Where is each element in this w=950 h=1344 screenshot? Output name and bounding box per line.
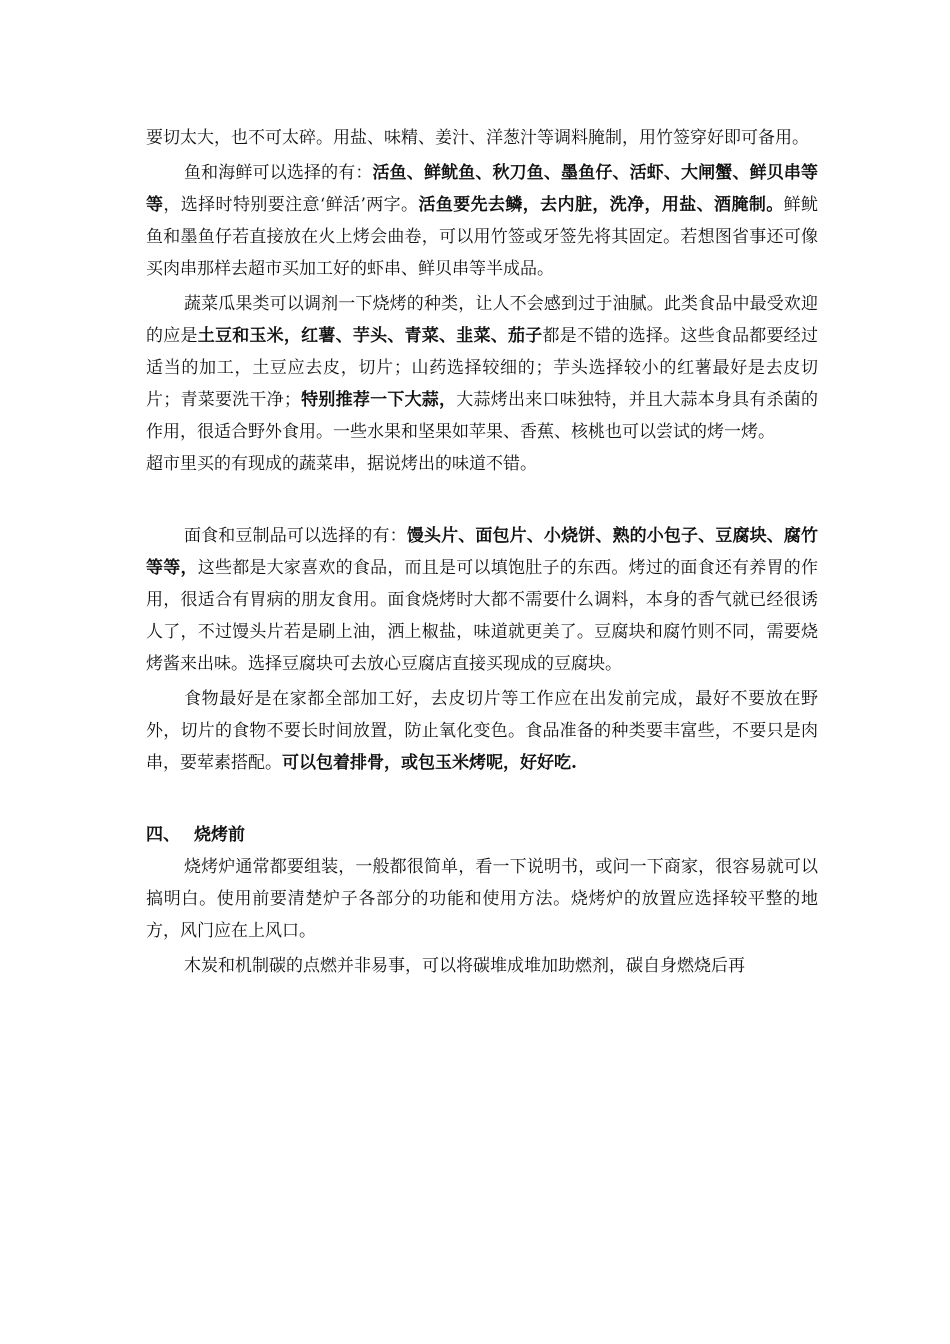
- paragraph-seafood: 鱼和海鲜可以选择的有：活鱼、鲜鱿鱼、秋刀鱼、墨鱼仔、活虾、大闸蟹、鲜贝串等等，选择时特别要注意‘鲜活’两字。活鱼要先去鳞，去内脏，洗净，用盐、酒腌制。鲜鱿鱼和墨鱼仔若直接放在火上烤会曲卷，可以用竹签或牙签先将其固定。若想图省事还可像买肉串那样去超市买加工好的虾串、鲜贝串等半成品。: [146, 163, 819, 279]
- paragraph-vegetables: 蔬菜瓜果类可以调剂一下烧烤的种类，让人不会感到过于油腻。此类食品中最受欢迎的应是土豆和玉米，红薯、芋头、青菜、韭菜、茄子都是不错的选择。这些食品都要经过适当的加工，土豆应去皮，切片；山药选择较细的；芋头选择较小的红薯最好是去皮切片；青菜要洗干净；特别推荐一下大蒜，大蒜烤出来口味独特，并且大蒜本身具有杀菌的作用，很适合野外食用。一些水果和坚果如苹果、香蕉、核桃也可以尝试的烤一烤。: [146, 294, 819, 442]
- paragraph-meat-prep: 要切太大，也不可太碎。用盐、味精、姜汁、洋葱汁等调料腌制，用竹签穿好即可备用。: [146, 128, 809, 148]
- paragraph-noodles-tofu: 面食和豆制品可以选择的有：馒头片、面包片、小烧饼、熟的小包子、豆腐块、腐竹等等，这些都是大家喜欢的食品，而且是可以填饱肚子的东西。烤过的面食还有养胃的作用，很适合有胃病的朋友食用。面食烧烤时大都不需要什么调料，本身的香气就已经很诱人了，不过馒头片若是刷上油，洒上椒盐，味道就更美了。豆腐块和腐竹则不同，需要烧烤酱来出味。选择豆腐块可去放心豆腐店直接买现成的豆腐块。: [146, 526, 819, 674]
- section-number: 四、: [146, 825, 180, 845]
- paragraph-charcoal: 木炭和机制碳的点燃并非易事，可以将碳堆成堆加助燃剂，碳自身燃烧后再: [184, 956, 745, 976]
- paragraph-grill-setup: 烧烤炉通常都要组装，一般都很简单，看一下说明书，或问一下商家，很容易就可以搞明白。使用前要清楚炉子各部分的功能和使用方法。烧烤炉的放置应选择较平整的地方，风门应在上风口。: [146, 857, 818, 941]
- bold-vegetable-list: 土豆和玉米，红薯、芋头、青菜、韭菜、茄子: [197, 326, 543, 346]
- bold-food-tip: 可以包着排骨，或包玉米烤呢，好好吃.: [282, 753, 577, 773]
- section-title: 烧烤前: [194, 825, 245, 845]
- document-body: [146, 122, 818, 982]
- paragraph-supermarket-veg: 超市里买的有现成的蔬菜串，据说烤出的味道不错。: [146, 454, 537, 474]
- paragraph-food-prep: 食物最好是在家都全部加工好，去皮切片等工作应在出发前完成，最好不要放在野外，切片的食物不要长时间放置，防止氧化变色。食品准备的种类要丰富些，不要只是肉串，要荤素搭配。可以包着排骨，或包玉米烤呢，好好吃.: [146, 689, 818, 773]
- bold-fish-prep: 活鱼要先去鳞，去内脏，洗净，用盐、酒腌制。: [418, 195, 784, 215]
- bold-noodle-tofu-list: 馒头片、面包片、小烧饼、熟的小包子、豆腐块、腐竹等等，: [146, 526, 819, 578]
- bold-seafood-list: 活鱼、鲜鱿鱼、秋刀鱼、墨鱼仔、活虾、大闸蟹、鲜贝串等等: [146, 163, 819, 215]
- bold-garlic-recommendation: 特别推荐一下大蒜，: [300, 390, 457, 410]
- section-heading: [146, 819, 818, 851]
